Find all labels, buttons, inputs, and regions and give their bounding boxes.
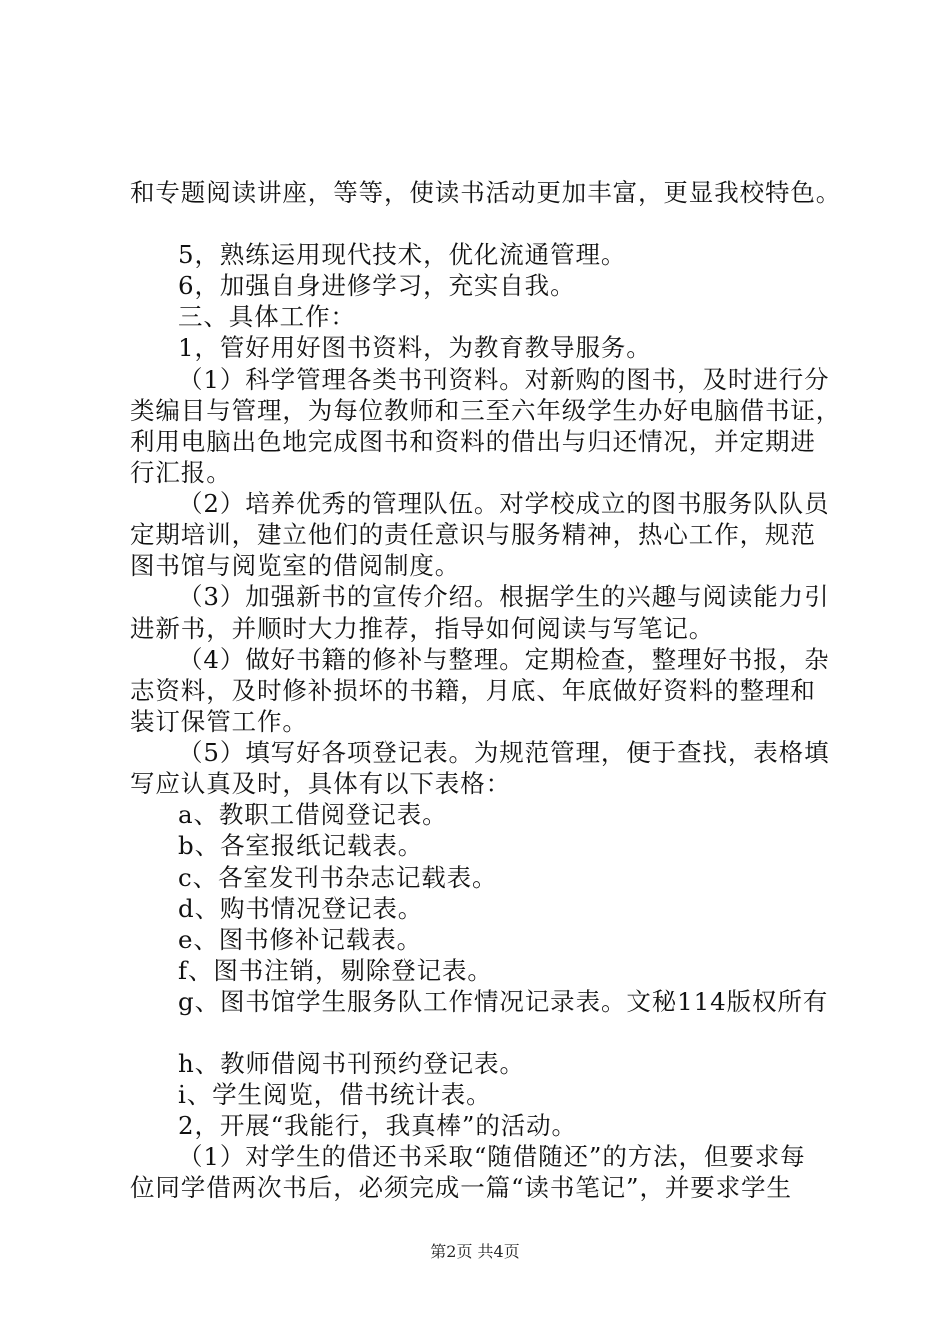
text-line: 写应认真及时，具体有以下表格： xyxy=(130,769,511,798)
list-item: f、图书注销，剔除登记表。 xyxy=(178,956,493,985)
text-line: （3）加强新书的宣传介绍。根据学生的兴趣与阅读能力引 xyxy=(178,582,830,611)
text-line: 行汇报。 xyxy=(130,458,232,487)
list-item: a、教职工借阅登记表。 xyxy=(178,800,448,829)
list-item: i、学生阅览，借书统计表。 xyxy=(178,1080,492,1109)
list-item: b、各室报纸记载表。 xyxy=(178,831,424,860)
text-line: 装订保管工作。 xyxy=(130,707,308,736)
text-line: 定期培训，建立他们的责任意识与服务精神，热心工作，规范 xyxy=(130,520,816,549)
list-item: g、图书馆学生服务队工作情况记录表。文秘114版权所有 xyxy=(178,987,829,1016)
text-line: 位同学借两次书后，必须完成一篇“读书笔记”，并要求学生 xyxy=(130,1173,792,1202)
text-line: （5）填写好各项登记表。为规范管理，便于查找，表格填 xyxy=(178,738,830,767)
text-line: 图书馆与阅览室的借阅制度。 xyxy=(130,551,461,580)
section-heading: 三、具体工作： xyxy=(178,302,356,331)
text-line: （1）科学管理各类书刊资料。对新购的图书，及时进行分 xyxy=(178,365,830,394)
list-item: e、图书修补记载表。 xyxy=(178,925,422,954)
text-line: 志资料，及时修补损坏的书籍，月底、年底做好资料的整理和 xyxy=(130,676,816,705)
list-item: c、各室发刊书杂志记载表。 xyxy=(178,863,498,892)
text-line: 2，开展“我能行，我真棒”的活动。 xyxy=(178,1111,577,1140)
text-line: 1，管好用好图书资料，为教育教导服务。 xyxy=(178,333,652,362)
list-item: h、教师借阅书刊预约登记表。 xyxy=(178,1049,525,1078)
text-line: 类编目与管理，为每位教师和三至六年级学生办好电脑借书证， xyxy=(130,396,842,425)
text-line: （1）对学生的借还书采取“随借随还”的方法，但要求每 xyxy=(178,1142,806,1171)
text-line: 6，加强自身进修学习，充实自我。 xyxy=(178,271,576,300)
text-line: （2）培养优秀的管理队伍。对学校成立的图书服务队队员 xyxy=(178,489,830,518)
page-indicator: 第2页 共4页 xyxy=(430,1242,520,1261)
text-line: 进新书，并顺时大力推荐，指导如何阅读与写笔记。 xyxy=(130,614,715,643)
text-line: （4）做好书籍的修补与整理。定期检查，整理好书报，杂 xyxy=(178,645,830,674)
text-line: 利用电脑出色地完成图书和资料的借出与归还情况，并定期进 xyxy=(130,427,816,456)
list-item: d、购书情况登记表。 xyxy=(178,894,424,923)
text-line: 和专题阅读讲座，等等，使读书活动更加丰富，更显我校特色。 xyxy=(130,178,842,207)
text-line: 5，熟练运用现代技术，优化流通管理。 xyxy=(178,240,627,269)
